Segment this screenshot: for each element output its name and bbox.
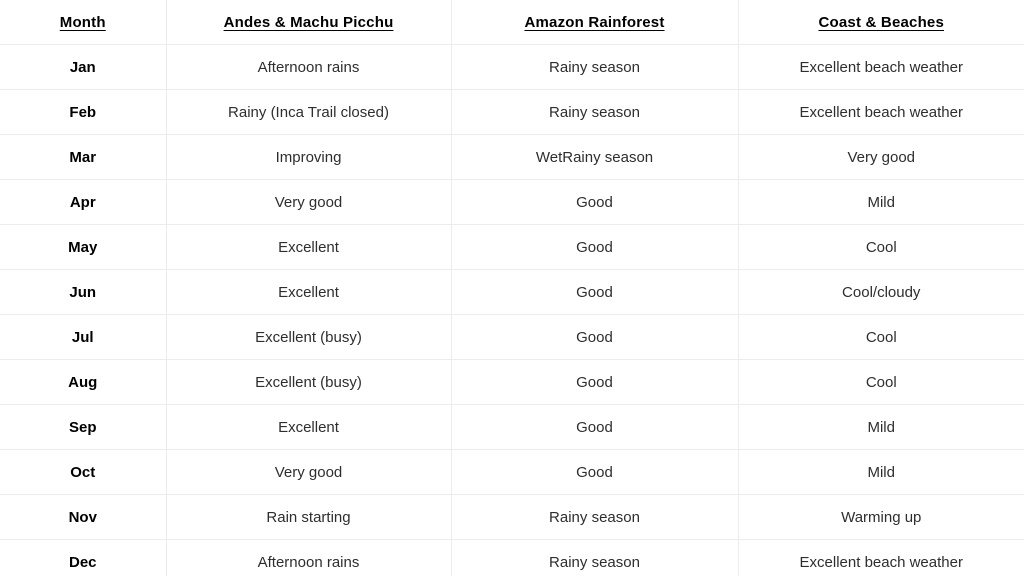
table-cell: Good xyxy=(451,225,738,270)
table-cell: Mild xyxy=(738,180,1024,225)
table-cell: Warming up xyxy=(738,495,1024,540)
table-cell: Good xyxy=(451,270,738,315)
table-row-dec xyxy=(0,540,1024,576)
column-header-amazon-rainforest: Amazon Rainforest xyxy=(451,0,738,45)
month-cell: Feb xyxy=(0,90,166,135)
month-cell: May xyxy=(0,225,166,270)
table-cell: Good xyxy=(451,360,738,405)
table-cell: Excellent beach weather xyxy=(738,45,1024,90)
month-cell: Apr xyxy=(0,180,166,225)
table-row-jul xyxy=(0,315,1024,360)
table-cell: Afternoon rains xyxy=(166,540,451,576)
month-cell: Jun xyxy=(0,270,166,315)
column-header-andes-machu-picchu: Andes & Machu Picchu xyxy=(166,0,451,45)
table-cell: Rainy (Inca Trail closed) xyxy=(166,90,451,135)
table-row-may xyxy=(0,225,1024,270)
table-row-feb xyxy=(0,90,1024,135)
table-cell: Good xyxy=(451,180,738,225)
table-cell: Excellent xyxy=(166,405,451,450)
table-cell: Good xyxy=(451,405,738,450)
table-cell: Rainy season xyxy=(451,495,738,540)
header-row xyxy=(0,0,1024,45)
table-cell: Cool/cloudy xyxy=(738,270,1024,315)
table-cell: Improving xyxy=(166,135,451,180)
table-header xyxy=(0,0,1024,45)
column-header-month: Month xyxy=(0,0,166,45)
table-cell: Excellent xyxy=(166,225,451,270)
month-cell: Jul xyxy=(0,315,166,360)
table-cell: Very good xyxy=(166,450,451,495)
table-row-sep xyxy=(0,405,1024,450)
table-cell: Excellent (busy) xyxy=(166,360,451,405)
table-cell: Excellent beach weather xyxy=(738,540,1024,576)
table-cell: Good xyxy=(451,450,738,495)
column-header-coast-beaches: Coast & Beaches xyxy=(738,0,1024,45)
table-cell: Excellent (busy) xyxy=(166,315,451,360)
table-cell: Excellent beach weather xyxy=(738,90,1024,135)
table-row-apr xyxy=(0,180,1024,225)
table-cell: Rainy season xyxy=(451,540,738,576)
table-cell: Cool xyxy=(738,225,1024,270)
table-cell: Afternoon rains xyxy=(166,45,451,90)
table-cell: Good xyxy=(451,315,738,360)
table-row-jun xyxy=(0,270,1024,315)
month-cell: Dec xyxy=(0,540,166,576)
month-cell: Sep xyxy=(0,405,166,450)
month-cell: Jan xyxy=(0,45,166,90)
table-cell: Rainy season xyxy=(451,90,738,135)
table-row-oct xyxy=(0,450,1024,495)
table-cell: Cool xyxy=(738,360,1024,405)
month-cell: Mar xyxy=(0,135,166,180)
table-cell: Very good xyxy=(738,135,1024,180)
table-cell: Excellent xyxy=(166,270,451,315)
month-cell: Oct xyxy=(0,450,166,495)
table-row-aug xyxy=(0,360,1024,405)
table-row-mar xyxy=(0,135,1024,180)
table-body xyxy=(0,45,1024,576)
table-cell: Very good xyxy=(166,180,451,225)
table-cell: Mild xyxy=(738,450,1024,495)
table-cell: Rain starting xyxy=(166,495,451,540)
table-row-nov xyxy=(0,495,1024,540)
table-row-jan xyxy=(0,45,1024,90)
month-cell: Aug xyxy=(0,360,166,405)
table-cell: Rainy season xyxy=(451,45,738,90)
table-cell: Cool xyxy=(738,315,1024,360)
table-cell: WetRainy season xyxy=(451,135,738,180)
month-cell: Nov xyxy=(0,495,166,540)
table-cell: Mild xyxy=(738,405,1024,450)
